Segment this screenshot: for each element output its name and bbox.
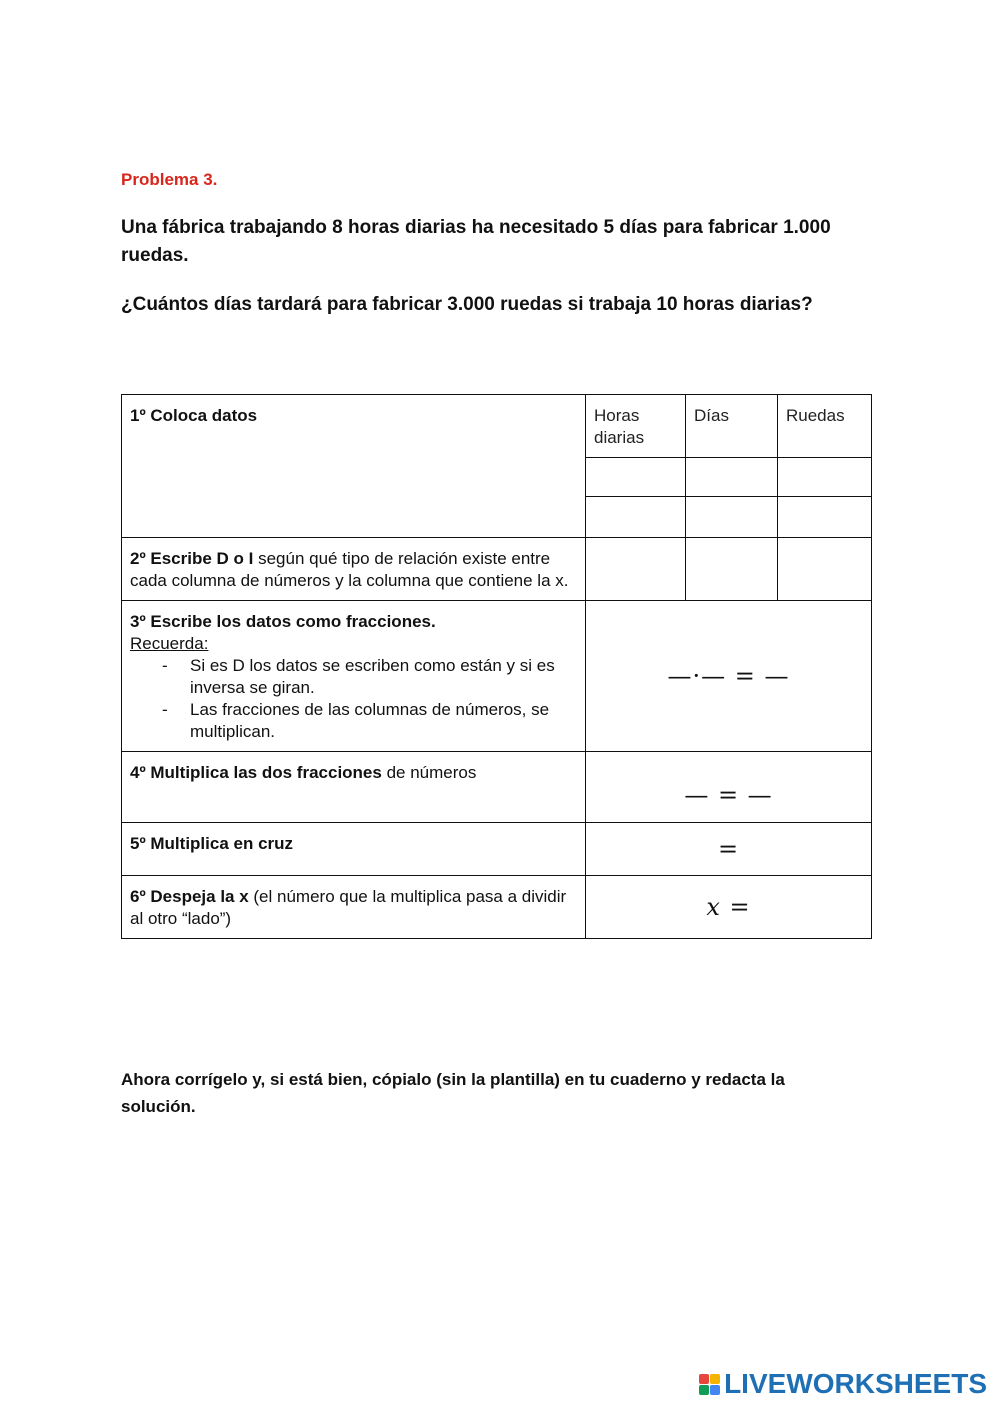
header-horas-diarias: Horas diarias <box>586 395 686 458</box>
answer-cell-r1-horas[interactable] <box>586 458 686 497</box>
rule-item: - Si es D los datos se escriben como están y si es inversa se giran. <box>162 656 555 697</box>
step-3-cell <box>122 601 586 752</box>
relation-cell-horas[interactable] <box>586 538 686 601</box>
step-3-formula[interactable]: —·— = — <box>586 601 872 752</box>
step-3-rules <box>130 655 577 743</box>
header-dias: Días <box>686 395 778 458</box>
answer-cell-r1-ruedas[interactable] <box>778 458 872 497</box>
answer-cell-r2-horas[interactable] <box>586 497 686 538</box>
step-5-formula[interactable]: = <box>586 823 872 876</box>
step-6-cell <box>122 876 586 939</box>
relation-cell-ruedas[interactable] <box>778 538 872 601</box>
step-1-title: 1º Coloca datos <box>130 406 258 425</box>
step-2-title: 2º Escribe D o I <box>130 549 254 568</box>
step-5-title: 5º Multiplica en cruz <box>130 834 294 853</box>
step-1-cell <box>122 395 586 538</box>
step-4-title: 4º Multiplica las dos fracciones <box>130 763 382 782</box>
step-6-text: (el número que la multiplica pasa a dividir al otro “lado”) <box>130 887 567 928</box>
liveworksheets-logo <box>699 1368 987 1400</box>
step-6-formula[interactable]: 𝑥 = <box>586 876 872 939</box>
step-4-cell <box>122 752 586 823</box>
step-2-text: según qué tipo de relación existe entre cada columna de números y la columna que contiene la x. <box>130 549 569 590</box>
header-ruedas: Ruedas <box>778 395 872 458</box>
problem-label: Problema 3. <box>121 170 218 189</box>
closing-instruction: Ahora corrígelo y, si está bien, cópialo (sin la plantilla) en tu cuaderno y redacta la solución. <box>121 1070 785 1116</box>
step-4-formula[interactable]: — = — <box>586 752 872 823</box>
worksheet-table <box>121 394 872 939</box>
answer-cell-r1-dias[interactable] <box>686 458 778 497</box>
step-4-text: de números <box>381 763 477 782</box>
step-6-title: 6º Despeja la x <box>130 887 249 906</box>
problem-question: ¿Cuántos días tardará para fabricar 3.000 ruedas si trabaja 10 horas diarias? <box>121 294 813 315</box>
step-5-cell <box>122 823 586 876</box>
answer-cell-r2-ruedas[interactable] <box>778 497 872 538</box>
rule-item: - Las fracciones de las columnas de números, se multiplican. <box>162 700 550 741</box>
relation-cell-dias[interactable] <box>686 538 778 601</box>
step-2-cell <box>122 538 586 601</box>
problem-statement: Una fábrica trabajando 8 horas diarias ha necesitado 5 días para fabricar 1.000 ruedas. <box>121 217 831 266</box>
step-3-remember: Recuerda: <box>130 634 209 653</box>
liveworksheets-mark-icon <box>699 1374 720 1395</box>
liveworksheets-wordmark: LIVEWORKSHEETS <box>724 1368 987 1399</box>
step-3-title: 3º Escribe los datos como fracciones. <box>130 612 436 631</box>
answer-cell-r2-dias[interactable] <box>686 497 778 538</box>
